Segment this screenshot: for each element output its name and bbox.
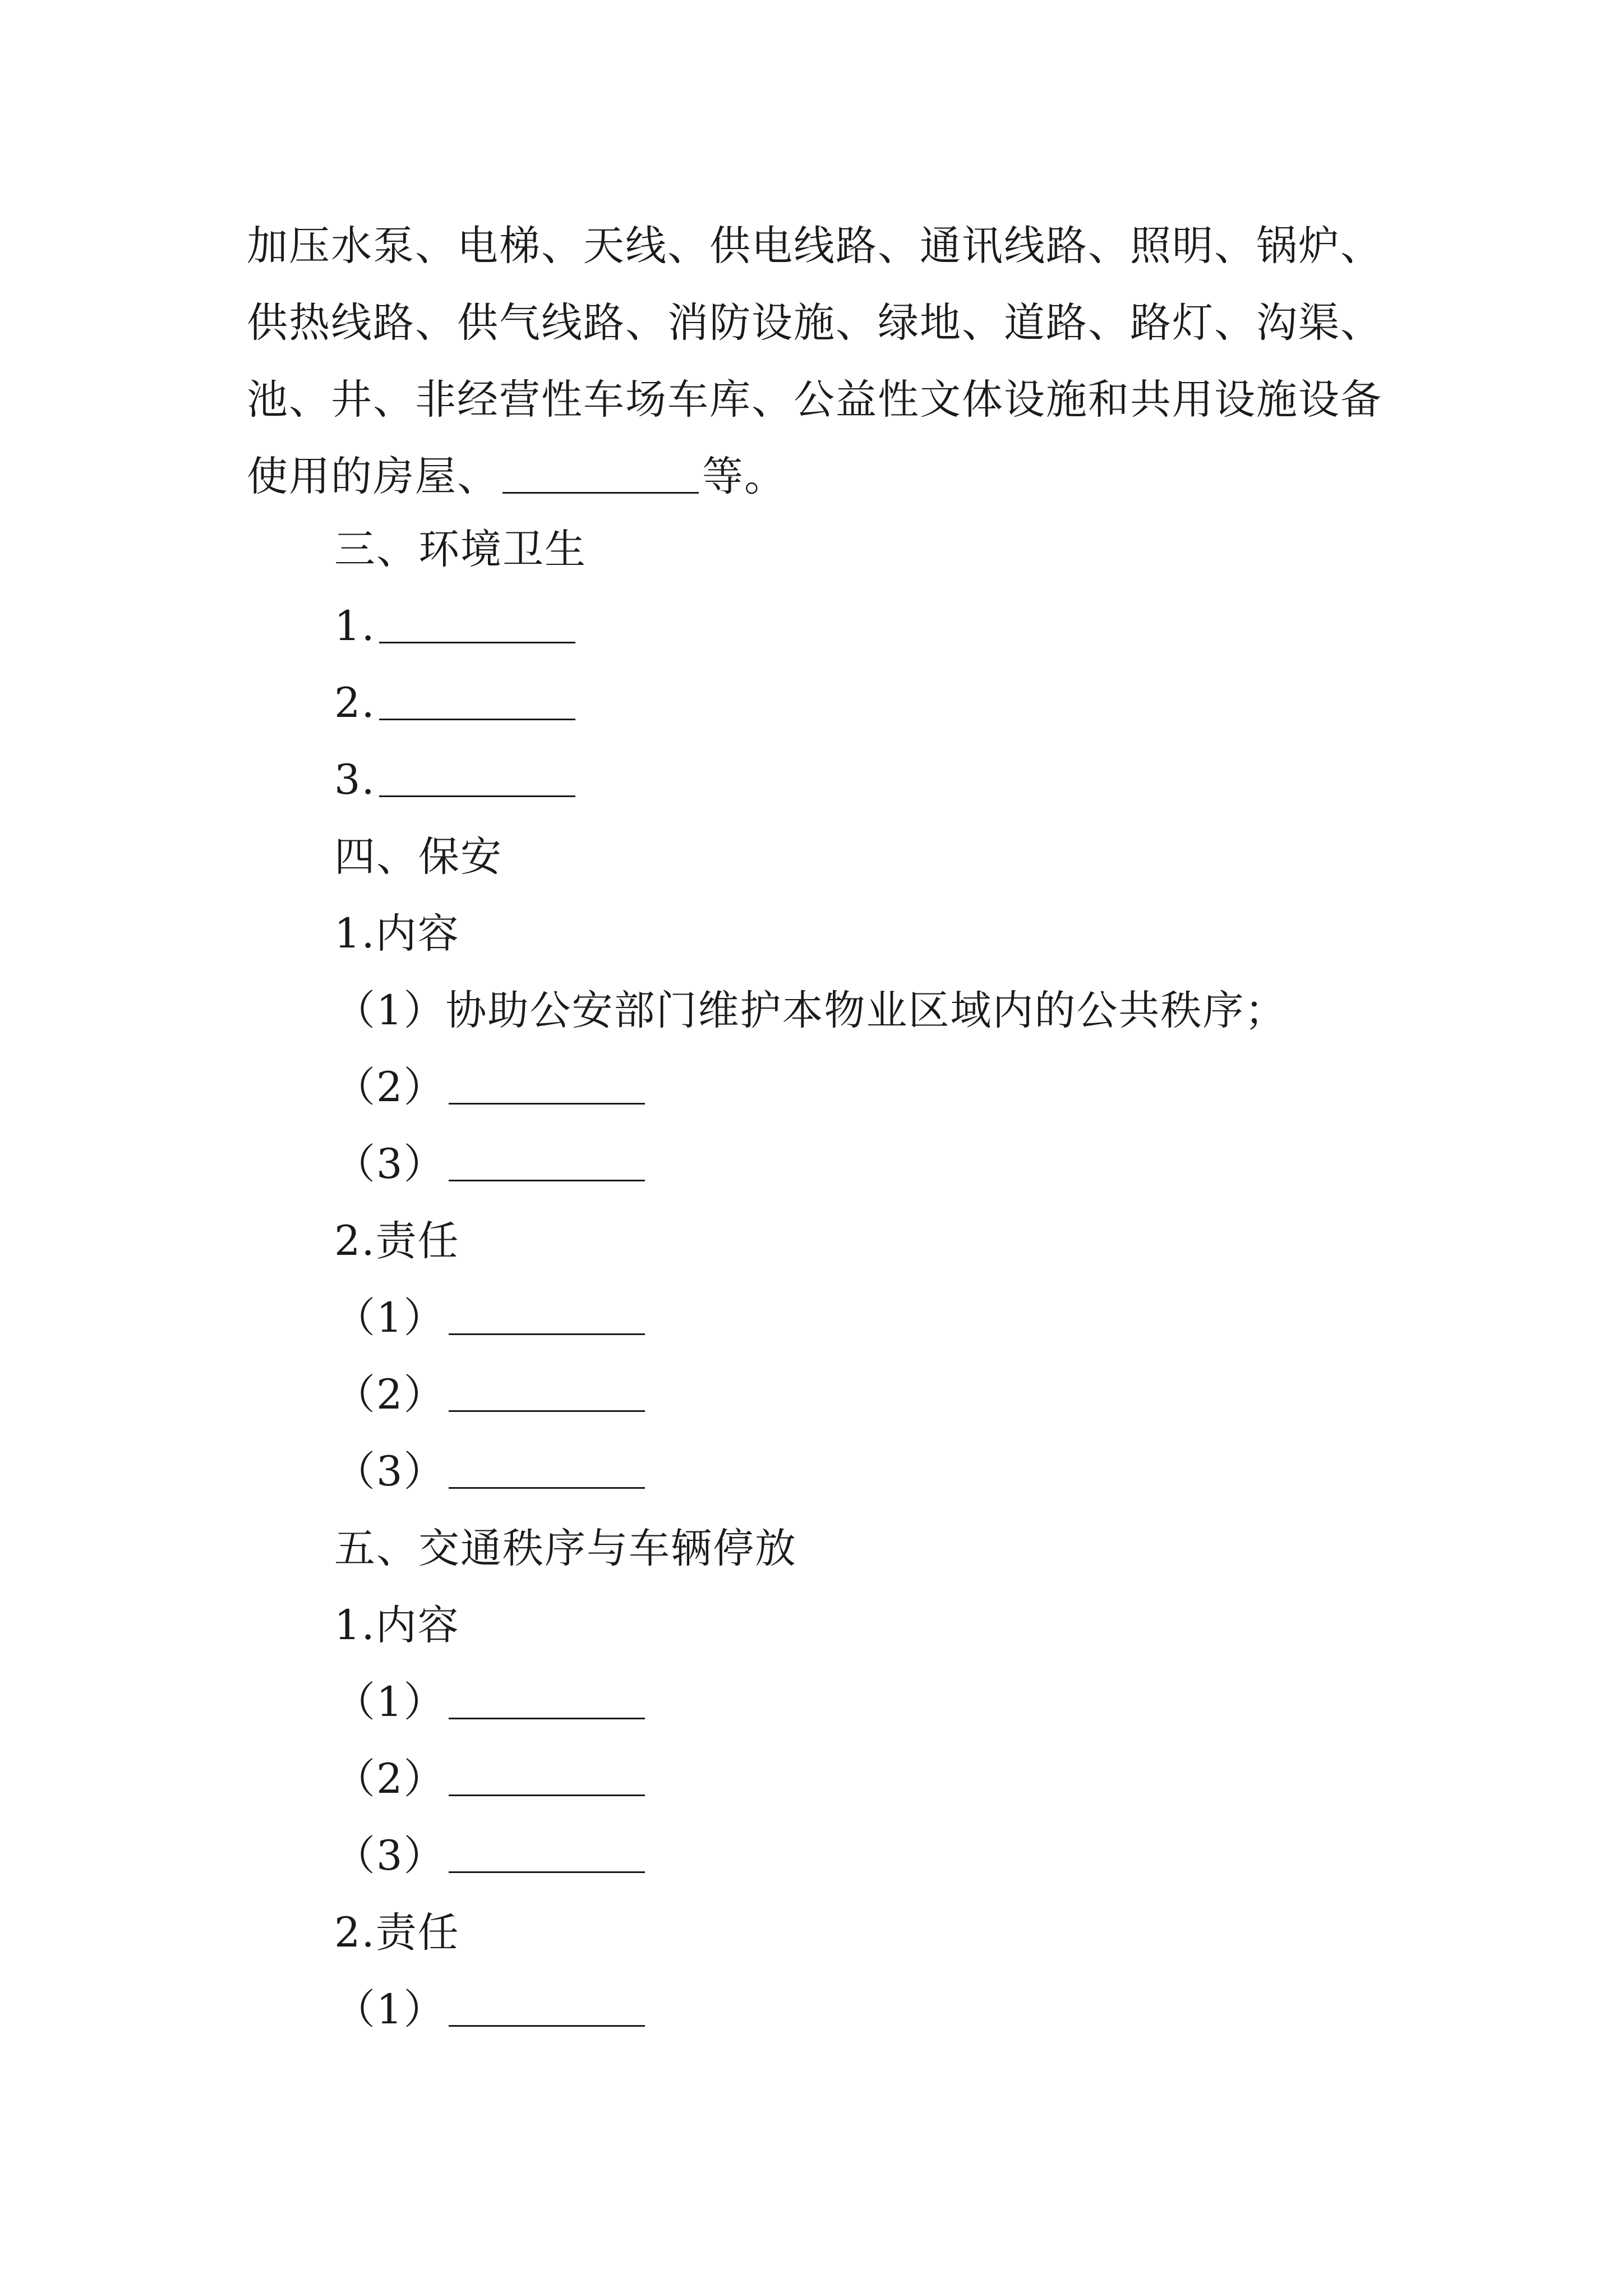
item-number: （3） (334, 1448, 446, 1496)
item-number: （1） (334, 1986, 446, 2033)
blank-line (449, 1371, 645, 1412)
section-heading-5: 五、交通秩序与车辆停放 (334, 1525, 797, 1572)
section-heading-4: 四、保安 (334, 833, 502, 881)
subsection-label: 2.责任 (334, 1217, 460, 1265)
blank-line (449, 1140, 645, 1181)
list-item (334, 1060, 648, 1116)
intro-text: 加压水泵、电梯、天线、供电线路、通讯线路、照明、锅炉、供热线路、供气线路、消防设施、绿地、道路、路灯、沟渠、池、井、非经营性车场车库、公益性文体设施和共用设施设备使用的房屋、 (247, 222, 1382, 500)
section-heading-3: 三、环境卫生 (334, 526, 587, 573)
blank-line (449, 1294, 645, 1335)
blank-line (379, 679, 575, 720)
list-item (334, 1982, 648, 2038)
intro-paragraph (247, 208, 1391, 515)
blank-line (449, 1755, 645, 1796)
blank-line (449, 1064, 645, 1105)
list-item (334, 599, 579, 655)
item-number: 2. (334, 679, 376, 727)
item-number: （1） (334, 1678, 446, 1726)
blank-line (502, 453, 699, 494)
item-number: （1） (334, 1294, 446, 1342)
blank-line (379, 602, 575, 643)
blank-line (449, 1986, 645, 2027)
blank-line (449, 1832, 645, 1873)
subsection-label: 2.责任 (334, 1909, 460, 1957)
list-item (334, 752, 579, 808)
item-number: （1） (334, 987, 446, 1034)
blank-line (449, 1448, 645, 1489)
item-number: （2） (334, 1371, 446, 1419)
list-item (334, 675, 579, 731)
item-number: （3） (334, 1832, 446, 1880)
item-number: （3） (334, 1140, 446, 1188)
item-number: （2） (334, 1064, 446, 1111)
blank-line (379, 756, 575, 797)
list-item (334, 1751, 648, 1807)
list-item (334, 1367, 648, 1423)
item-number: （2） (334, 1755, 446, 1803)
list-item (334, 1290, 648, 1346)
blank-line (449, 1678, 645, 1719)
list-item (334, 1828, 648, 1884)
subsection-label: 1.内容 (334, 1602, 460, 1649)
intro-suffix: 等。 (702, 453, 786, 500)
item-text: 协助公安部门维护本物业区域内的公共秩序； (445, 987, 1287, 1034)
list-item (334, 1137, 648, 1193)
item-number: 3. (334, 756, 376, 804)
list-item (334, 1674, 648, 1731)
list-item (334, 1444, 648, 1500)
subsection-label: 1.内容 (334, 910, 460, 958)
list-item (334, 983, 1287, 1039)
item-number: 1. (334, 602, 376, 650)
